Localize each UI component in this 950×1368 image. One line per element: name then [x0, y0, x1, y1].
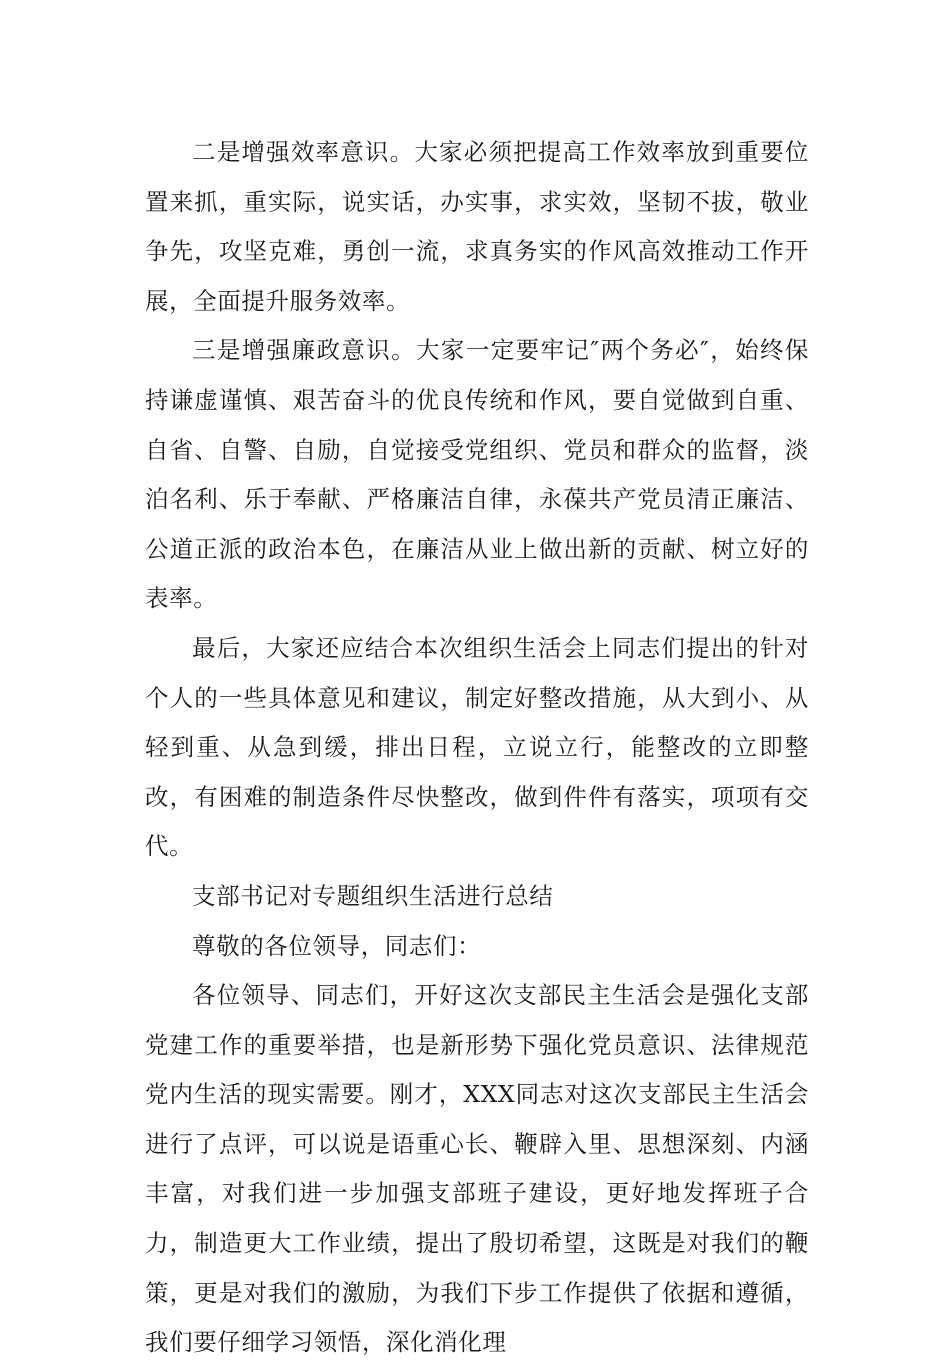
salutation: 尊敬的各位领导，同志们：	[192, 931, 482, 960]
paragraph-efficiency: 二是增强效率意识。大家必须把提高工作效率放到重要位置来抓，重实际，说实话，办实事，求实效，坚韧不拔，敬业争先，攻坚克难，勇创一流，求真务实的作风高效推动工作开展，全面提升服务效率。	[145, 138, 809, 315]
paragraph-integrity: 三是增强廉政意识。大家一定要牢记″两个务必″，始终保持谦虚谨慎、艰苦奋斗的优良传统和作风，要自觉做到自重、自省、自警、自励，自觉接受党组织、党员和群众的监督，淡泊名利、乐于奉献、严格廉洁自律，永葆共产党员清正廉洁、公道正派的政治本色，在廉洁从业上做出新的贡献、树立好的表率。	[145, 336, 809, 613]
document-body	[145, 128, 809, 1368]
paragraph-summary: 各位领导、同志们，开好这次支部民主生活会是强化支部党建工作的重要举措，也是新形势下强化党员意识、法律规范党内生活的现实需要。刚才，XXX同志对这次支部民主生活会进行了点评，可以说是语重心长、鞭辟入里、思想深刻、内涵丰富，对我们进一步加强支部班子建设，更好地发挥班子合力，制造更大工作业绩，提出了殷切希望，这既是对我们的鞭策，更是对我们的激励，为我们下步工作提供了依据和遵循，我们要仔细学习领悟，深化消化理	[145, 981, 809, 1357]
section-heading: 支部书记对专题组织生活进行总结	[192, 881, 554, 910]
paragraph-rectification: 最后，大家还应结合本次组织生活会上同志们提出的针对个人的一些具体意见和建议，制定好整改措施，从大到小、从轻到重、从急到缓，排出日程，立说立行，能整改的立即整改，有困难的制造条件尽快整改，做到件件有落实，项项有交代。	[145, 633, 809, 861]
